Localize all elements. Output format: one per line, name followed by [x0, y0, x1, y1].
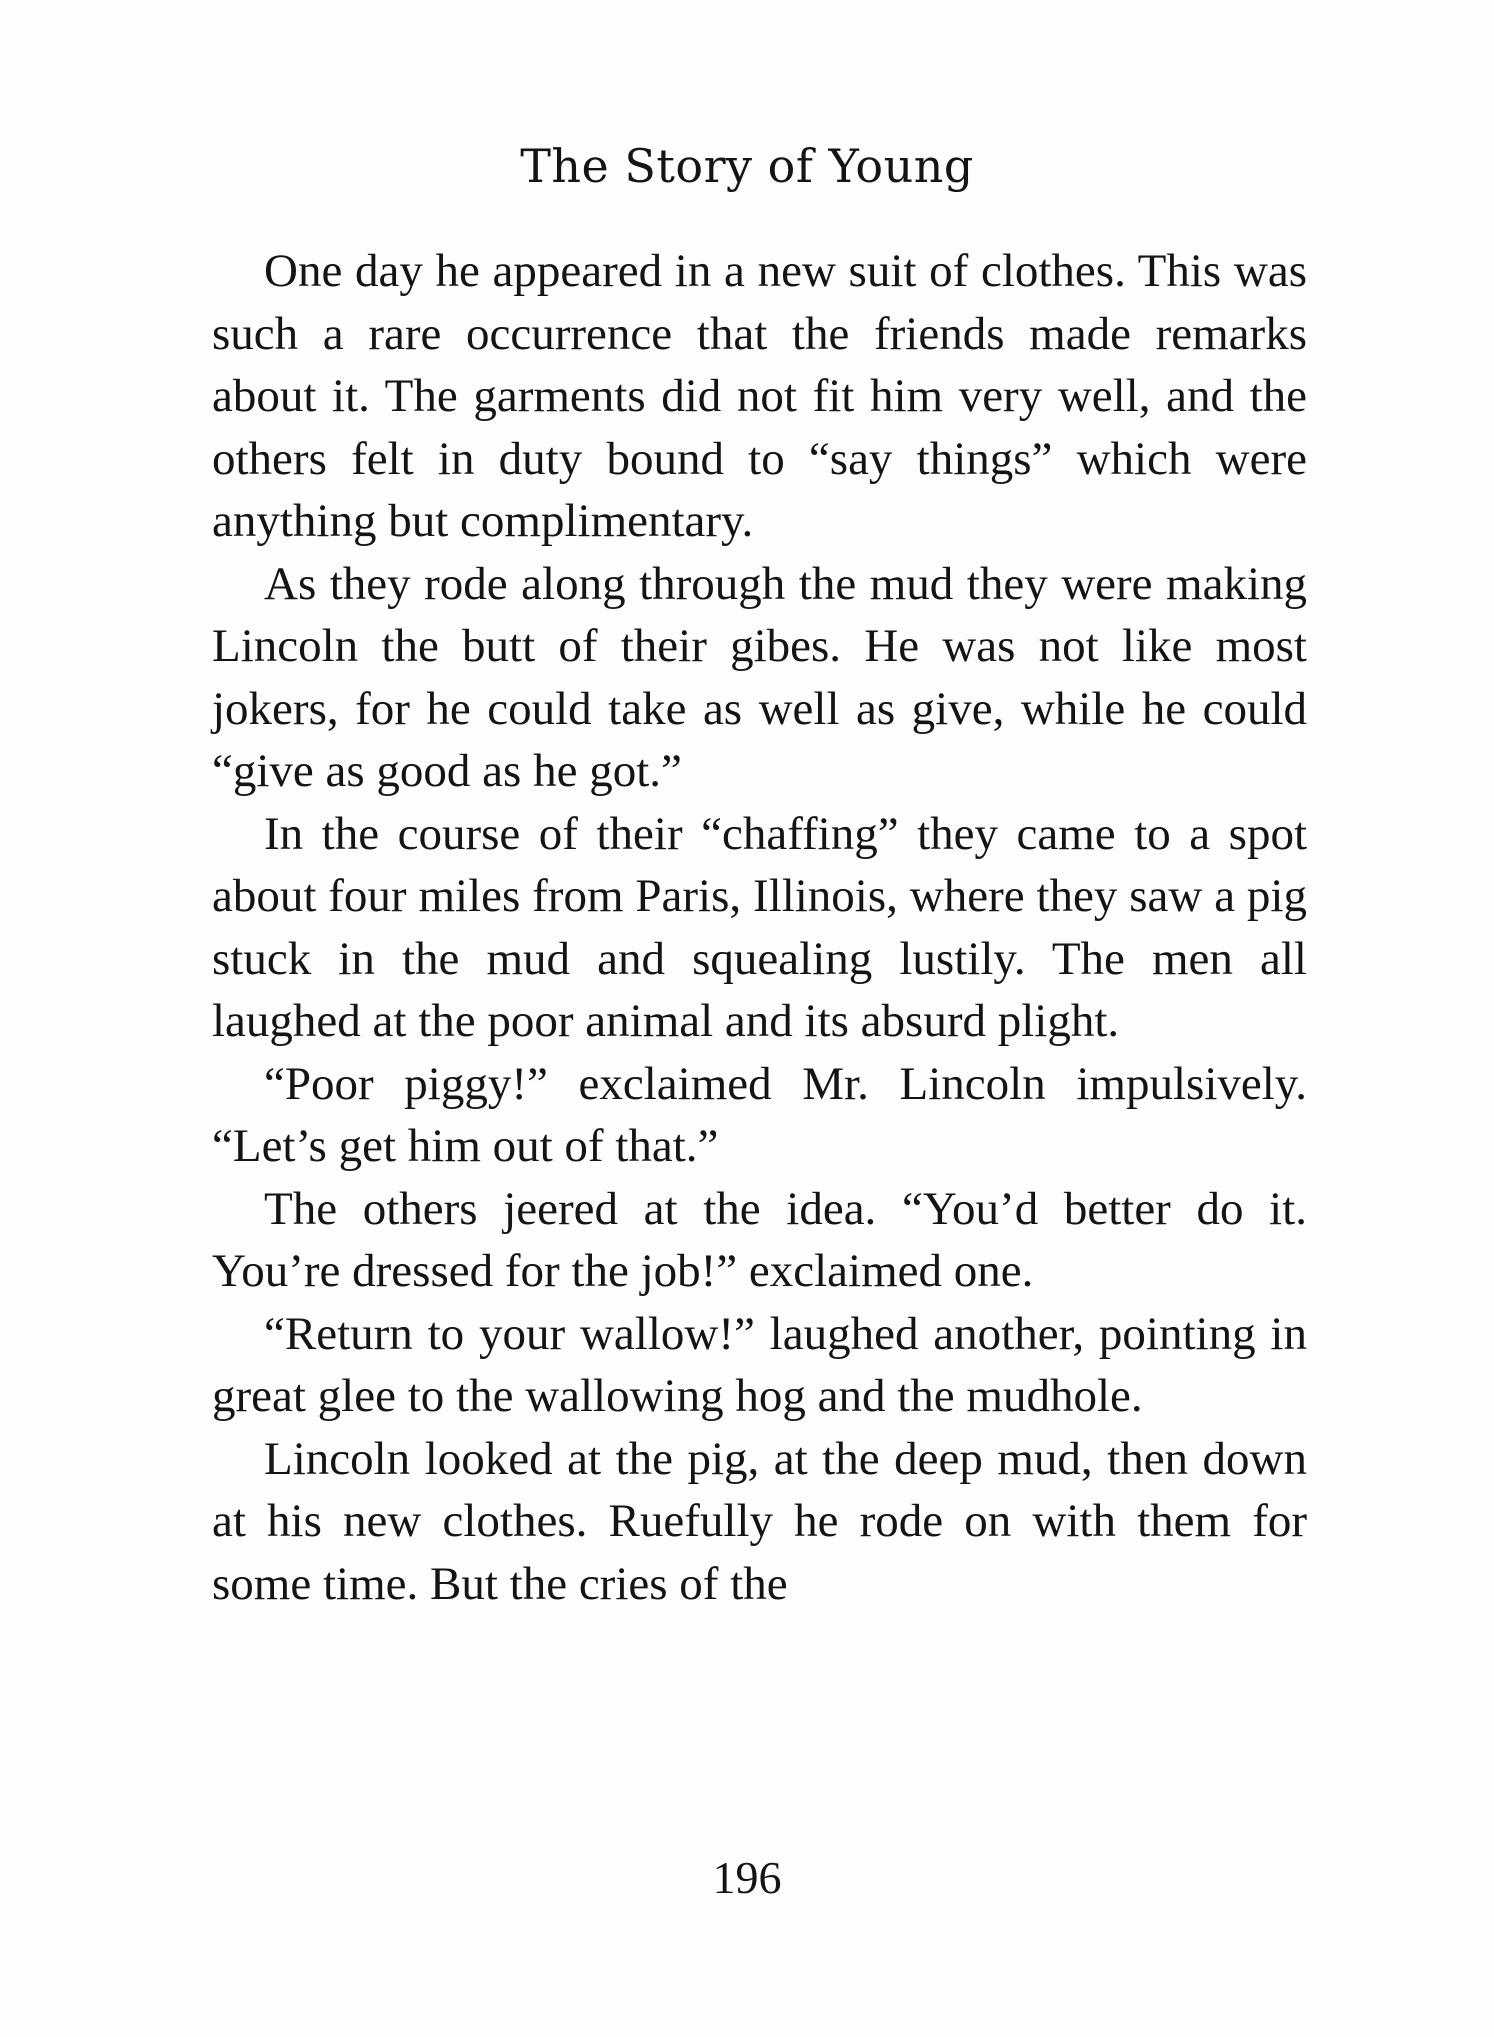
paragraph: The others jeered at the idea. “You’d better do it. You’re dressed for the job!” exclaimed one.: [212, 1182, 1307, 1297]
body-text: [212, 240, 1307, 1615]
paragraph: As they rode along through the mud they were making Lincoln the butt of their gibes. He was not like most jokers, for he could take as well as give, while he could “give as good as he got.”: [212, 557, 1307, 797]
paragraph: One day he appeared in a new suit of clothes. This was such a rare occurrence that the friends made remarks about it. The garments did not fit him very well, and the others felt in duty bound to “say things” which were anything but complimentary.: [212, 245, 1307, 547]
page-number: 196: [712, 1852, 782, 1903]
paragraph: In the course of their “chaffing” they came to a spot about four miles from Paris, Illinois, where they saw a pig stuck in the mud and squealing lustily. The men all laughed at the poor animal and its absurd plight.: [212, 807, 1307, 1047]
paragraph: Lincoln looked at the pig, at the deep mud, then down at his new clothes. Ruefully he rode on with them for some time. But the cries of the: [212, 1432, 1307, 1610]
paragraph: “Poor piggy!” exclaimed Mr. Lincoln impulsively. “Let’s get him out of that.”: [212, 1057, 1307, 1172]
paragraph: “Return to your wallow!” laughed another, pointing in great glee to the wallowing hog and the mudhole.: [212, 1307, 1307, 1422]
running-head: The Story of Young: [520, 139, 974, 193]
